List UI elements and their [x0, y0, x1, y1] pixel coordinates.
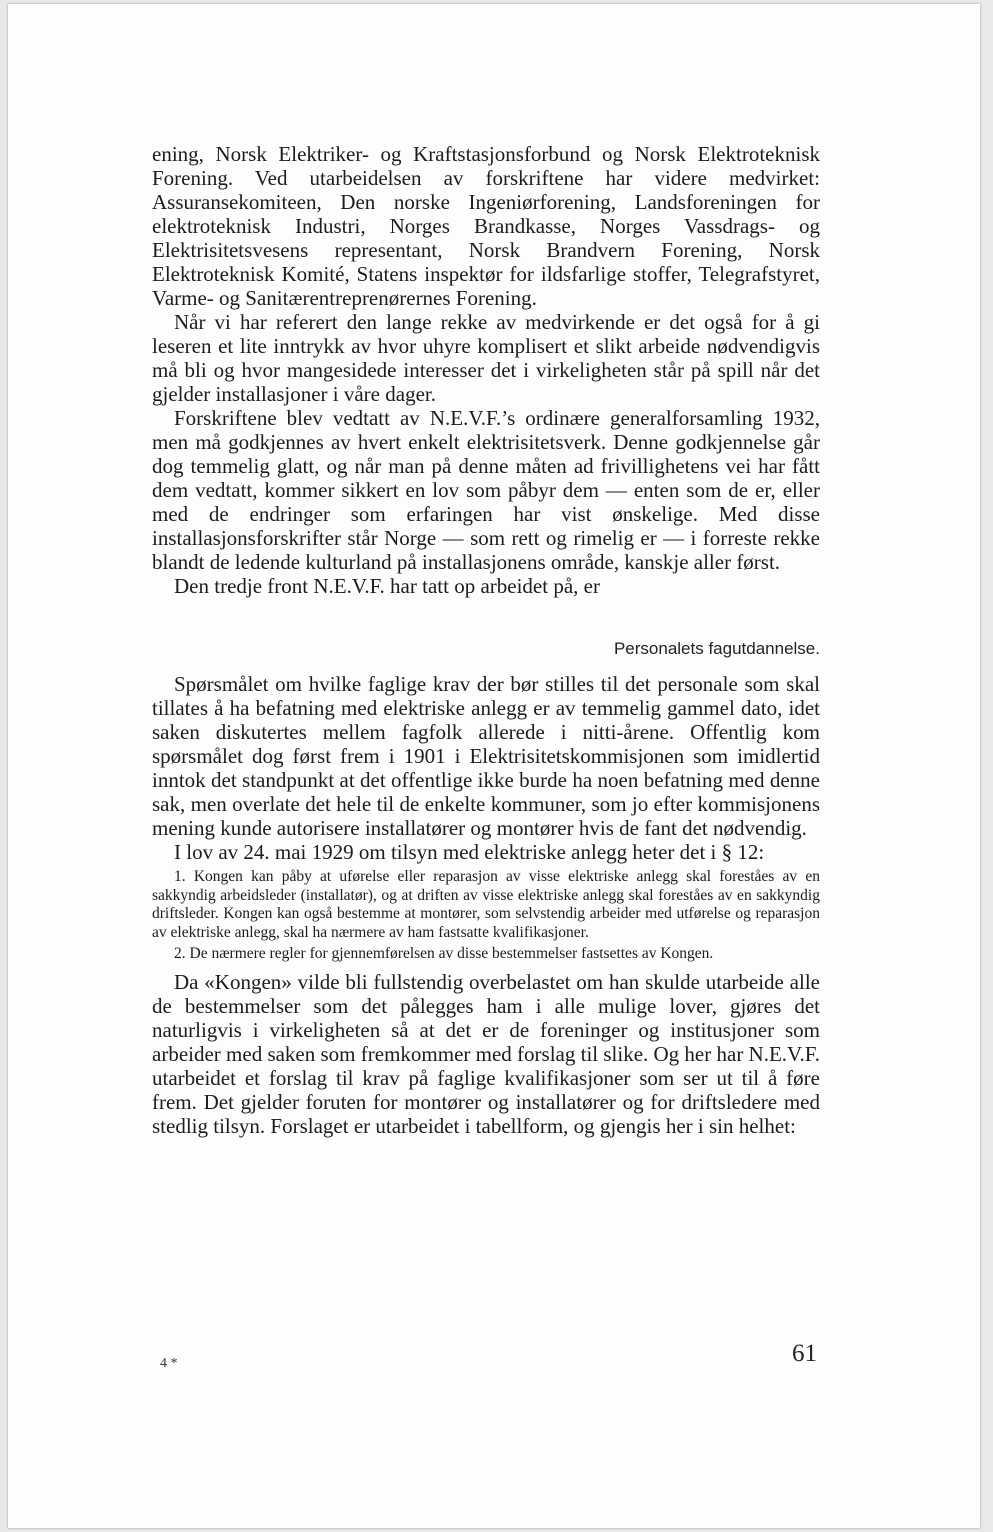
law-quote-item: 2. De nærmere regler for gjennemførelsen av disse bestemmelser fastsettes av Kongen. [174, 945, 714, 962]
paragraph: Forskriftene blev vedtatt av N.E.V.F.’s ordinære generalforsamling 1932, men må godkjennes av hvert enkelt elektrisitetsverk. Denne godkjennelse går dog temmelig glatt, og når man på denne måten ad frivillighetens vei har fått dem vedtatt, kommer sikkert en lov som påbyr dem — enten som de er, eller med de endringer som erfaringen har vist ønskelige. Med disse installasjonsforskrifter står Norge — som rett og rimelig er — i forreste rekke blandt de ledende kulturland på installasjonens område, kanskje aller først. [152, 406, 820, 574]
paragraph: Spørsmålet om hvilke faglige krav der bør stilles til det personale som skal tillates å ha befatning med elektriske anlegg er av temmelig gammel dato, idet saken diskutertes mellem fagfolk allerede i nitti-årene. Offentlig kom spørsmålet dog først frem i 1901 i Elektrisitetskommisjonen som imidlertid inntok det standpunkt at det offentlige ikke burde ha noen befatning med denne sak, men overlate det hele til de enkelte kommuner, som jo efter kommisjonens mening kunde autorisere installatører og montører hvis de fant det nødvendig. [152, 672, 820, 840]
signature-mark: 4 * [160, 1356, 178, 1371]
law-quote-item: 1. Kongen kan påby at uførelse eller reparasjon av visse elektriske anlegg skal foreståes av en sakkyndig arbeidsleder (installatør), og at driften av visse elektriske anlegg skal foreståes av en sakkyndig driftsleder. Kongen kan også bestemme at montører, som selvstendig arbeider med utførelse og reparasjon av elektriske anlegg, skal ha nærmere av ham fastsatte kvalifikasjoner. [152, 868, 820, 941]
paragraph: Når vi har referert den lange rekke av medvirkende er det også for å gi leseren et lite inntrykk av hvor uhyre komplisert et slikt arbeide nødvendigvis må bli og hvor mangesidede interesser det i virkeligheten står på spill når det gjelder installasjoner i våre dager. [152, 310, 820, 406]
paragraph: Den tredje front N.E.V.F. har tatt op arbeidet på, er [174, 574, 600, 598]
section-heading: Personalets fagutdannelse. [613, 639, 820, 658]
paragraph: I lov av 24. mai 1929 om tilsyn med elektriske anlegg heter det i § 12: [174, 840, 765, 864]
paragraph: Da «Kongen» vilde bli fullstendig overbelastet om han skulde utarbeide alle de bestemmelser som det pålegges ham i alle mulige lover, gjøres det naturligvis i virkeligheten så at det er de foreninger og institusjoner som arbeider med saken som fremkommer med forslag til slike. Og her har N.E.V.F. utarbeidet et forslag til krav på faglige kvalifikasjoner som ser ut til å føre frem. Det gjelder foruten for montører og installatører og for driftsledere med stedlig tilsyn. Forslaget er utarbeidet i tabellform, og gjengis her i sin helhet: [152, 969, 821, 1138]
book-page [8, 4, 980, 1528]
paragraph-continued: ening, Norsk Elektriker- og Kraftstasjonsforbund og Norsk Elektroteknisk Forening. Ved utarbeidelsen av forskriftene har videre medvirket: Assuransekomiteen, Den norske Ingeniørforening, Landsforeningen for elektroteknisk Industri, Norges Brandkasse, Norges Vassdrags- og Elektrisitetsvesens representant, Norsk Brandvern Forening, Norsk Elektroteknisk Komité, Statens inspektør for ildsfarlige stoffer, Telegrafstyret, Varme- og Sanitærentreprenørernes Forening. [152, 142, 820, 310]
page-number: 61 [792, 1340, 817, 1367]
page-body [152, 142, 820, 1138]
